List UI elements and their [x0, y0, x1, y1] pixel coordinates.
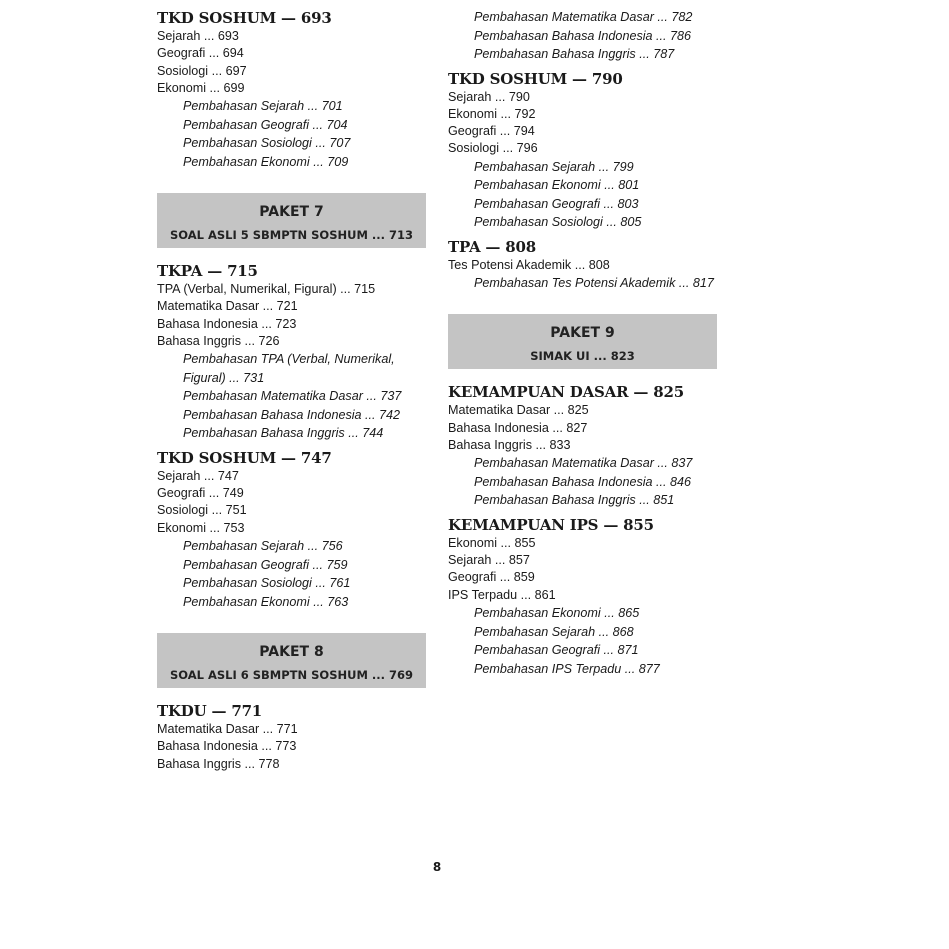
toc-entry: Bahasa Inggris ... 726 [157, 334, 280, 349]
paket-title: PAKET 9 [550, 325, 615, 342]
toc-entry: Ekonomi ... 753 [157, 520, 245, 535]
toc-entry: TPA (Verbal, Numerikal, Figural) ... 715 [157, 282, 376, 297]
paket-subtitle: SOAL ASLI 5 SBMPTN SOSHUM ... 713 [169, 228, 414, 243]
toc-entry: IPS Terpadu ... 861 [448, 587, 556, 602]
toc-subentry: Pembahasan Sosiologi ... 707 [183, 136, 351, 151]
toc-entry: Bahasa Inggris ... 833 [448, 438, 571, 453]
toc-subentry: Pembahasan Sejarah ... 868 [474, 624, 634, 639]
toc-entry: Geografi ... 859 [448, 570, 535, 585]
toc-subentry: Pembahasan Sejarah ... 756 [183, 539, 343, 554]
toc-entry: Bahasa Inggris ... 778 [157, 756, 280, 771]
toc-entry: Matematika Dasar ... 721 [157, 299, 298, 314]
toc-entry: Sosiologi ... 697 [157, 63, 247, 78]
toc-entry: Geografi ... 749 [157, 486, 244, 501]
toc-subentry: Pembahasan Geografi ... 759 [183, 557, 348, 572]
paket-subtitle: SIMAK UI ... 823 [530, 349, 635, 364]
toc-subentry: Pembahasan Ekonomi ... 865 [474, 606, 640, 621]
toc-column-right [448, 8, 717, 678]
toc-subentry: Pembahasan Geografi ... 871 [474, 643, 639, 658]
toc-column-left [157, 8, 426, 773]
toc-entry: Sosiologi ... 796 [448, 141, 538, 156]
toc-subentry: Pembahasan Ekonomi ... 763 [183, 594, 349, 609]
toc-subentry: Pembahasan IPS Terpadu ... 877 [474, 661, 660, 676]
section-heading: KEMAMPUAN DASAR — 825 [448, 383, 684, 402]
toc-entry: Bahasa Indonesia ... 723 [157, 316, 297, 331]
toc-subentry: Pembahasan Ekonomi ... 709 [183, 154, 349, 169]
section-heading: TKDU — 771 [157, 702, 263, 721]
toc-entry: Ekonomi ... 699 [157, 80, 245, 95]
toc-entry: Ekonomi ... 855 [448, 535, 536, 550]
toc-entry: Tes Potensi Akademik ... 808 [448, 257, 610, 272]
section-heading: TKPA — 715 [157, 262, 258, 281]
section-heading: TPA — 808 [448, 237, 536, 256]
toc-subentry: Pembahasan Matematika Dasar ... 737 [183, 389, 402, 404]
toc-entry: Sejarah ... 693 [157, 29, 239, 43]
toc-entry: Bahasa Indonesia ... 827 [448, 420, 588, 435]
section-heading: TKD SOSHUM — 790 [448, 69, 623, 88]
toc-entry: Sosiologi ... 751 [157, 503, 247, 518]
toc-entry: Sejarah ... 857 [448, 553, 530, 568]
toc-subentry: Pembahasan Bahasa Inggris ... 744 [183, 426, 384, 441]
paket-title: PAKET 8 [259, 644, 324, 661]
toc-subentry: Pembahasan Sosiologi ... 761 [183, 576, 351, 591]
toc-entry: Bahasa Indonesia ... 773 [157, 739, 297, 754]
toc-subentry: Pembahasan Sejarah ... 701 [183, 99, 343, 114]
toc-subentry: Pembahasan Bahasa Inggris ... 851 [474, 493, 675, 508]
toc-subentry: Pembahasan Matematika Dasar ... 837 [474, 456, 693, 471]
paket-banner [448, 314, 717, 369]
toc-entry: Geografi ... 794 [448, 124, 535, 139]
paket-subtitle: SOAL ASLI 6 SBMPTN SOSHUM ... 769 [169, 668, 414, 683]
toc-subentry: Pembahasan Bahasa Indonesia ... 846 [474, 474, 692, 489]
toc-subentry: Pembahasan Sejarah ... 799 [474, 159, 634, 174]
toc-subentry: Pembahasan TPA (Verbal, Numerikal, Figural) ... 731 [183, 352, 395, 385]
section-heading: TKD SOSHUM — 747 [157, 448, 332, 467]
toc-entry: Matematika Dasar ... 825 [448, 403, 589, 418]
toc-subentry: Pembahasan Bahasa Inggris ... 787 [474, 47, 675, 61]
toc-subentry: Pembahasan Geografi ... 803 [474, 196, 639, 211]
toc-subentry: Pembahasan Bahasa Indonesia ... 742 [183, 407, 401, 422]
paket-title: PAKET 7 [259, 204, 324, 221]
toc-subentry: Pembahasan Ekonomi ... 801 [474, 178, 640, 193]
toc-subentry: Pembahasan Bahasa Indonesia ... 786 [474, 28, 692, 43]
toc-subentry: Pembahasan Matematika Dasar ... 782 [474, 10, 693, 24]
section-heading: KEMAMPUAN IPS — 855 [448, 515, 654, 534]
paket-banner [157, 193, 426, 248]
toc-subentry: Pembahasan Geografi ... 704 [183, 117, 348, 132]
toc-entry: Matematika Dasar ... 771 [157, 722, 298, 737]
section-heading: TKD SOSHUM — 693 [157, 9, 332, 27]
toc-entry: Sejarah ... 747 [157, 468, 239, 483]
toc-entry: Geografi ... 694 [157, 46, 244, 61]
toc-subentry: Pembahasan Tes Potensi Akademik ... 817 [474, 275, 714, 290]
page-number: 8 [432, 860, 442, 874]
toc-subentry: Pembahasan Sosiologi ... 805 [474, 215, 642, 230]
toc-entry: Ekonomi ... 792 [448, 106, 536, 121]
toc-entry: Sejarah ... 790 [448, 89, 530, 104]
paket-banner [157, 633, 426, 688]
